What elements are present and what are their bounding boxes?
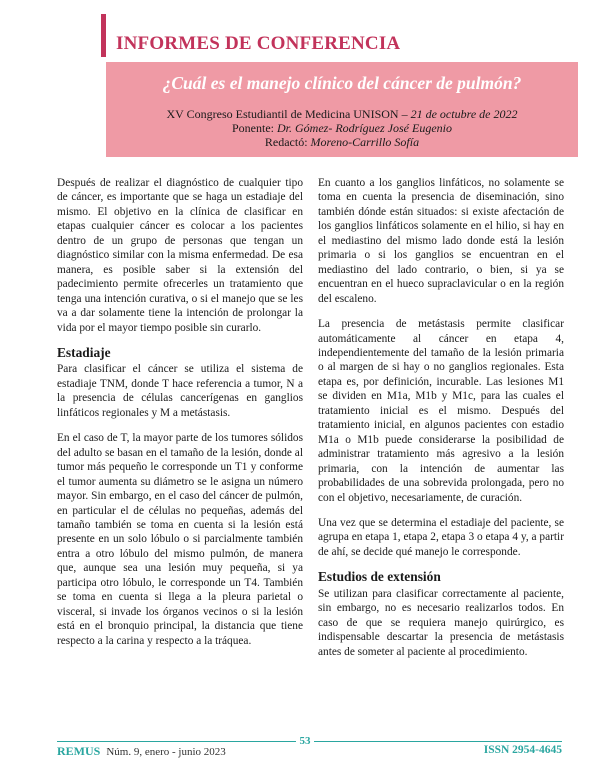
- event-date: 21 de octubre de 2022: [410, 107, 518, 121]
- page-number: 53: [299, 735, 311, 747]
- footer-rule-right: [314, 741, 562, 742]
- paragraph-extension: Se utilizan para clasificar correctamente al paciente, sin embargo, no es necesario realizarlos todos. En caso de que se requiera manejo quirúrgico, es indispensable descartar la presencia de metástasis antes de someter al paciente al procedimiento.: [318, 587, 564, 658]
- speaker-line: [106, 121, 578, 136]
- section-accent-bar: [101, 14, 106, 57]
- right-column: [318, 176, 564, 670]
- paragraph-metastasis: La presencia de metástasis permite clasificar automáticamente al cáncer en etapa 4, independientemente del tamaño de la lesión primaria o al margen de si hay o no ganglios regionales. Esta etapa es, por definición, incurable. Las lesiones M1 se dividen en M1a, M1b y M1c, para las cuales el tratamiento inicial es el mismo. Después del tratamiento inicial, en algunos pacientes con estadio M1a o M1b puede considerarse la posibilidad de administrar tratamiento más agresivo a la lesión primaria, con la intención de aumentar las probabilidades de una sobrevida prolongada, pero no con el objetivo, necesariamente, de curación.: [318, 318, 564, 504]
- writer-line: [106, 135, 578, 150]
- speaker-name: Dr. Gómez- Rodríguez José Eugenio: [277, 121, 452, 135]
- paragraph-ganglios: En cuanto a los ganglios linfáticos, no solamente se toma en cuenta la presencia de diseminación, sino también dónde están situados: si existe afectación de los ganglios linfáticos solamente en el hilio, si hay en el mediastino del mismo lado donde está la lesión primaria o si los ganglios se encuentran en el mediastino del lado contrario, o bien, si ya se encuentran en el hueco supraclavicular o en la región del escaleno.: [318, 177, 564, 305]
- event-line: [106, 107, 578, 122]
- footer-rule-left: [57, 741, 296, 742]
- article-title: ¿Cuál es el manejo clínico del cáncer de pulmón?: [162, 73, 522, 93]
- speaker-label: Ponente:: [232, 121, 277, 135]
- paragraph-tumor: En el caso de T, la mayor parte de los tumores sólidos del adulto se basan en el tamaño de la lesión, donde al tumor más pequeño le corresponde un T1 y conforme el tumor aumenta su diámetro se le asigna un número mayor. Sin embargo, en el caso del cáncer de pulmón, en particular el de células no pequeñas, además del tamaño también se toma en cuenta si la lesión está presente en un solo lóbulo o si parcialmente también entra a otro lóbulo del mismo pulmón, de manera que, aunque sea una lesión muy pequeña, si ya participa otro lóbulo, le corresponde un T4. También se toma en cuenta si llega a la pleura parietal o visceral, si invade los órganos vecinos o si la lesión está en el bronquio principal, la distancia que tiene respecto a la carina y respecto a la tráquea.: [57, 432, 303, 647]
- heading-extension: Estudios de extensión: [318, 569, 441, 585]
- writer-name: Moreno-Carrillo Sofía: [310, 135, 420, 149]
- paragraph-tnm: Para clasificar el cáncer se utiliza el sistema de estadiaje TNM, donde T hace referencia a tumor, N a la presencia de células cancerígenas en ganglios linfáticos regionales y M a metástasis.: [57, 363, 303, 419]
- paragraph-etapas: Una vez que se determina el estadiaje del paciente, se agrupa en etapa 1, etapa 2, etapa 3 o etapa 4 y, a partir de ahí, se decide qué manejo le corresponde.: [318, 516, 564, 558]
- journal-issue: Núm. 9, enero - junio 2023: [106, 746, 226, 758]
- writer-label: Redactó:: [264, 135, 311, 149]
- journal-brand: REMUS: [57, 744, 101, 758]
- event-name: XV Congreso Estudiantil de Medicina UNISON: [166, 107, 399, 121]
- section-title: INFORMES DE CONFERENCIA: [116, 33, 401, 54]
- left-column: [57, 176, 303, 659]
- footer-journal: [57, 744, 226, 759]
- intro-paragraph: Después de realizar el diagnóstico de cualquier tipo de cáncer, es importante que se haga un estadiaje del mismo. El objetivo en la clínica de clasificar en etapas cualquier cáncer es colocar a los pacientes dentro de un grupo de personas que tengan un diagnóstico similar con la misma enfermedad. De esa manera, es posible saber si la extensión del padecimiento permite ofrecerles un tratamiento que tenga una intención curativa, o si el manejo que se les va a dar solamente tiene la intención de prolongar la vida por el mayor tiempo posible sin curarlo.: [57, 177, 303, 334]
- footer-issn: ISSN 2954-4645: [483, 744, 562, 756]
- title-banner: [106, 62, 578, 157]
- heading-estadiaje: Estadiaje: [57, 344, 111, 360]
- event-separator: –: [398, 107, 411, 121]
